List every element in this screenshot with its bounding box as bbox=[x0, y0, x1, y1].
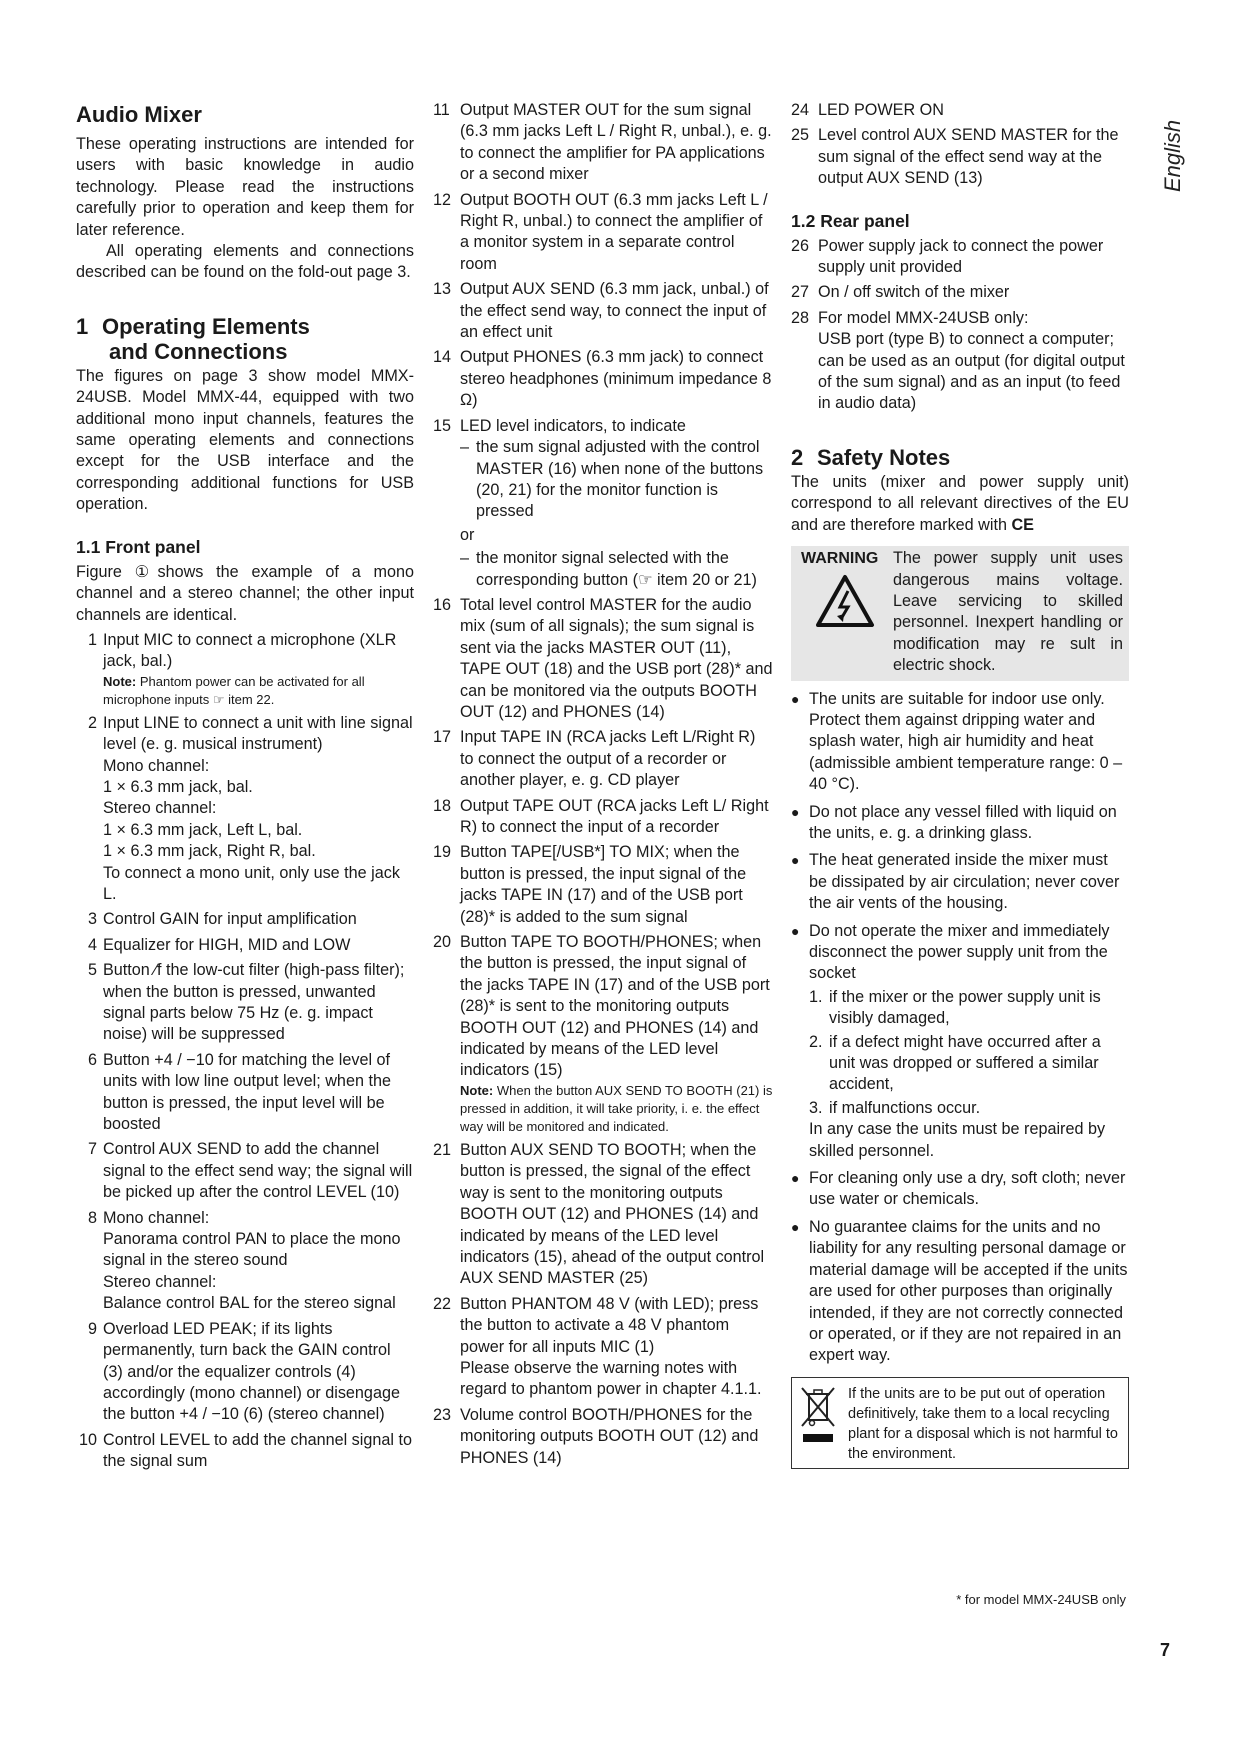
list-item: 24 LED POWER ON bbox=[791, 101, 944, 119]
item-1-note: Note: Phantom power can be activated for all microphone inputs ☞ item 22. bbox=[103, 673, 365, 707]
column-3 bbox=[791, 100, 1129, 1469]
list-item: 13 Output AUX SEND (6.3 mm jack, unbal.) of the effect send way, to connect the input of an effect unit bbox=[433, 280, 769, 342]
list-item: 1 Input MIC to connect a microphone (XLR jack, bal.) Note: Phantom power can be activated for all microphone inputs ☞ item 22. bbox=[76, 630, 414, 709]
list-item: ● No guarantee claims for the units and no liability for any resulting personal damage or material damage will be accepted if the units are used for other purposes than originally intended, if they are not correctly connected or operated, or if they are not repaired in an expert way. bbox=[791, 1217, 1128, 1365]
section-1-heading bbox=[76, 314, 414, 364]
section-1-paragraph: The figures on page 3 show model MMX-24USB. Model MMX-44, equipped with two additional mono input channels, features the same operating elements and connections except for the USB interface and the corresponding additional functions for USB operation. bbox=[76, 366, 414, 514]
list-item: 28 For model MMX-24USB only: USB port (type B) to connect a computer; can be used as an output (for digital output of the sum signal) and as an input (to feed in audio data) bbox=[791, 308, 1125, 413]
list-item: ● Do not place any vessel filled with liquid on the units, e. g. a drinking glass. bbox=[791, 802, 1117, 842]
section-1-title-line1: Operating Elements bbox=[102, 313, 310, 339]
list-item: 2 Input LINE to connect a unit with line signal level (e. g. musical instrument) Mono channel: 1 × 6.3 mm jack, bal. Stereo channel: 1 × 6.3 mm jack, Left L, bal. 1 × 6.3 mm jack, Right R, bal. To connect a mono unit, only use the jack L. bbox=[87, 713, 413, 903]
language-tab-label: English bbox=[1160, 119, 1185, 192]
item-20-note: Note: When the button AUX SEND TO BOOTH (21) is pressed in addition, it will take priority, i. e. the effect way will be monitored and indicated. bbox=[460, 1082, 773, 1134]
warning-box bbox=[791, 546, 1129, 680]
warning-text: The power supply unit uses dangerous mains voltage. Leave servicing to skilled personnel. Inexpert handling or modification may re sult in electric shock. bbox=[893, 549, 1123, 675]
footnote: * for model MMX-24USB only bbox=[956, 1592, 1126, 1607]
language-tab bbox=[1150, 100, 1190, 196]
column-2 bbox=[433, 100, 773, 1469]
column-1 bbox=[76, 100, 414, 1473]
list-item: 19 Button TAPE[/USB*] TO MIX; when the button is pressed, the input signal of the jacks TAPE IN (17) and of the USB port (28)* is added to the sum signal bbox=[433, 843, 747, 926]
figure-1-symbol: ① bbox=[134, 562, 158, 581]
list-item: ● The units are suitable for indoor use only. Protect them against dripping water and splash water, high air humidity and heat (admissible ambient temperature range: 0 – 40 °C). bbox=[791, 689, 1123, 794]
high-voltage-warning-icon bbox=[815, 574, 875, 628]
list-item: 6 Button +4 / −10 for matching the level of units with low line output level; when the button is pressed, the input level will be boosted bbox=[87, 1050, 391, 1134]
section-1-number: 1 bbox=[76, 313, 89, 339]
ce-mark: CE bbox=[1011, 515, 1034, 534]
list-item: 10 Control LEVEL to add the channel signal to the signal sum bbox=[78, 1430, 412, 1471]
list-item: 15 LED level indicators, to indicate – the sum signal adjusted with the control MASTER (16) when none of the buttons (20, 21) for the monitor function is pressed or – the monitor signal selected with the corresponding button (☞ item 20 or 21) bbox=[433, 416, 764, 589]
crossed-bin-icon bbox=[798, 1384, 838, 1448]
warning-label: WARNING bbox=[801, 550, 879, 568]
section-2-heading bbox=[791, 445, 1129, 470]
recycling-box bbox=[791, 1377, 1129, 1469]
recycling-text: If the units are to be put out of operation definitively, take them to a local recycling plant for a disposal which is not harmful to the environment. bbox=[848, 1385, 1118, 1462]
list-item: 22 Button PHANTOM 48 V (with LED); press the button to activate a 48 V phantom power for all inputs MIC (1) Please observe the warning notes with regard to phantom power in chapter 4.1.1. bbox=[433, 1294, 762, 1399]
list-item: 23 Volume control BOOTH/PHONES for the monitoring outputs BOOTH OUT (12) and PHONES (14) bbox=[433, 1405, 759, 1467]
list-item: 12 Output BOOTH OUT (6.3 mm jacks Left L / Right R, unbal.) to connect the amplifier of a monitor system in a separate control room bbox=[433, 190, 768, 273]
numbered-sublist: 1. if the mixer or the power supply unit is visibly damaged, 2. if a defect might have occurred after a unit was dropped or suffered a similar accident, 3. if malfunctions occur. bbox=[809, 987, 1101, 1117]
list-item: 20 Button TAPE TO BOOTH/PHONES; when the button is pressed, the input signal of the jacks TAPE IN (17) and of the USB port (28)* is sent to the monitoring outputs BOOTH OUT (12) and PHONES (14) and indicated by means of the LED level indicators (15) Note: When the button AUX SEND TO BOOTH (21) is pressed in addition, it will take priority, i. e. the effect way will be monitored and indicated. bbox=[433, 933, 773, 1134]
list-item: 25 Level control AUX SEND MASTER for the sum signal of the effect send way at the output AUX SEND (13) bbox=[791, 126, 1119, 188]
list-item: 18 Output TAPE OUT (RCA jacks Left L/ Right R) to connect the input of a recorder bbox=[433, 796, 769, 836]
list-item: 27 On / off switch of the mixer bbox=[791, 283, 1010, 302]
list-item: 14 Output PHONES (6.3 mm jack) to connect stereo headphones (minimum impedance 8 Ω) bbox=[433, 348, 772, 410]
list-item: ● Do not operate the mixer and immediately disconnect the power supply unit from the socket 1. if the mixer or the power supply unit is visibly damaged, 2. if a defect might have occurred after a unit was dropped or suffered a similar accident, 3. if malfunctions occur. In any case the units must be repaired by skilled personnel. bbox=[791, 921, 1129, 1162]
subsection-1-1-heading: 1.1 Front panel bbox=[76, 536, 201, 557]
list-item: 8 Mono channel: Panorama control PAN to place the mono signal in the stereo sound Stereo channel: Balance control BAL for the stereo signal bbox=[87, 1208, 401, 1313]
list-item: 21 Button AUX SEND TO BOOTH; when the button is pressed, the signal of the effect way is sent to the monitoring outputs BOOTH OUT (12) and PHONES (14) and indicated by means of the LED level indicators (15), ahead of the output control AUX SEND MASTER (25) bbox=[433, 1140, 765, 1288]
page-title: Audio Mixer bbox=[76, 102, 202, 127]
list-item: 11 Output MASTER OUT for the sum signal (6.3 mm jacks Left L / Right R, unbal.), e. g. to connect the amplifier for PA applications or a second mixer bbox=[433, 101, 772, 184]
section-1-title-line2: and Connections bbox=[109, 338, 288, 364]
list-item: 9 Overload LED PEAK; if its lights permanently, turn back the GAIN control (3) and/or the equalizer controls (4) accordingly (mono channel) or disengage the button +4 / −10 (6) (stereo channel) bbox=[87, 1319, 400, 1424]
section-2-title: Safety Notes bbox=[817, 444, 951, 470]
list-item: 16 Total level control MASTER for the audio mix (sum of all signals); the sum signal is sent via the jacks MASTER OUT (11), TAPE OUT (18) and the USB port (28)* and can be monitored via the outputs BOOTH OUT (12) and PHONES (14) bbox=[433, 595, 773, 721]
list-item: 5 Button ⁄f the low-cut filter (high-pass filter); when the button is pressed, unwanted signal parts below 75 Hz (e. g. impact noise) will be suppressed bbox=[87, 961, 405, 1044]
list-item: ● The heat generated inside the mixer must be dissipated by air circulation; never cover the air vents of the housing. bbox=[791, 851, 1120, 913]
section-2-paragraph: The units (mixer and power supply unit) correspond to all relevant directives of the EU and are therefore marked with CE bbox=[791, 472, 1129, 534]
list-item: 26 Power supply jack to connect the power supply unit provided bbox=[791, 236, 1104, 277]
subsection-1-2-heading: 1.2 Rear panel bbox=[791, 210, 910, 231]
page-number: 7 bbox=[1159, 1640, 1170, 1660]
list-item: ● For cleaning only use a dry, soft cloth; never use water or chemicals. bbox=[791, 1169, 1126, 1209]
section-2-number: 2 bbox=[791, 444, 804, 470]
list-item: 17 Input TAPE IN (RCA jacks Left L/Right R) to connect the output of a recorder or another player, e. g. CD player bbox=[433, 728, 756, 790]
intro-paragraph: These operating instructions are intended for users with basic knowledge in audio technology. Please read the instructions carefully prior to operation and keep them for later reference. bbox=[76, 135, 414, 239]
subsection-1-1-paragraph: Figure ①shows the example of a mono channel and a stereo channel; the other input channels are identical. bbox=[76, 562, 414, 624]
intro-paragraph-2: All operating elements and connections described can be found on the fold-out page 3. bbox=[76, 242, 414, 282]
list-item: 3 Control GAIN for input amplification bbox=[87, 910, 357, 929]
list-item: 7 Control AUX SEND to add the channel signal to the effect send way; the signal will be picked up after the control LEVEL (10) bbox=[87, 1140, 413, 1202]
list-item: 4 Equalizer for HIGH, MID and LOW bbox=[87, 935, 351, 954]
